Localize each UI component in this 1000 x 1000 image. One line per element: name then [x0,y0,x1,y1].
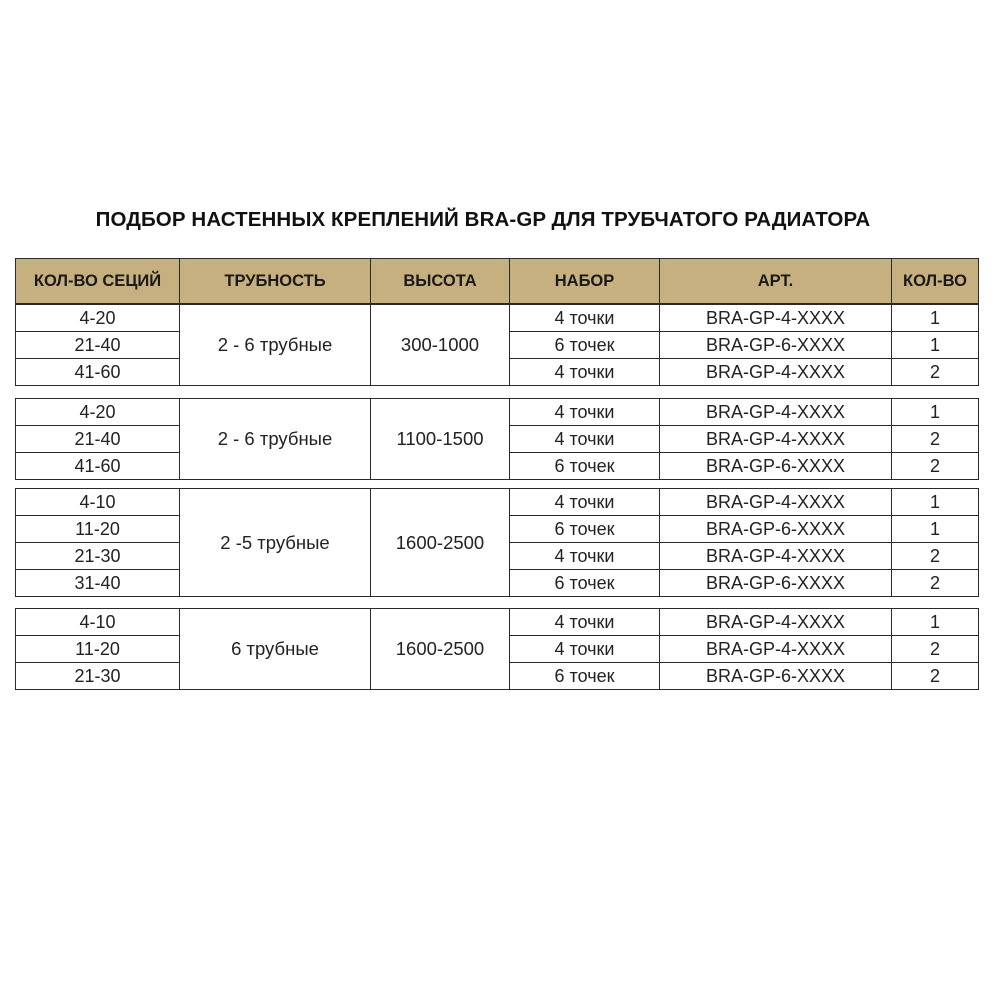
cell-set: 4 точки [510,489,660,516]
table-row [16,305,979,332]
cell-height: 1100-1500 [371,399,510,480]
cell-sections: 21-40 [16,426,180,453]
cell-sections: 11-20 [16,516,180,543]
page-title: ПОДБОР НАСТЕННЫХ КРЕПЛЕНИЙ BRA-GP ДЛЯ ТРУБЧАТОГО РАДИАТОРА [95,208,871,231]
cell-qty: 2 [892,359,979,386]
cell-tubes: 6 трубные [180,609,371,690]
cell-set: 6 точек [510,516,660,543]
cell-set: 4 точки [510,399,660,426]
cell-art: BRA-GP-6-XXXX [660,663,892,690]
table-row [16,399,979,426]
cell-height: 1600-2500 [371,609,510,690]
cell-sections: 4-10 [16,609,180,636]
header-art: АРТ. [660,259,892,304]
cell-sections: 41-60 [16,359,180,386]
cell-art: BRA-GP-4-XXXX [660,399,892,426]
cell-sections: 11-20 [16,636,180,663]
cell-sections: 21-40 [16,332,180,359]
cell-art: BRA-GP-4-XXXX [660,305,892,332]
cell-set: 6 точек [510,663,660,690]
cell-sections: 41-60 [16,453,180,480]
cell-art: BRA-GP-4-XXXX [660,543,892,570]
cell-set: 4 точки [510,305,660,332]
cell-set: 4 точки [510,636,660,663]
cell-height: 1600-2500 [371,489,510,597]
header-height: ВЫСОТА [371,259,510,304]
table-group-4 [15,608,979,690]
cell-art: BRA-GP-6-XXXX [660,453,892,480]
cell-sections: 21-30 [16,543,180,570]
cell-set: 4 точки [510,426,660,453]
cell-set: 4 точки [510,359,660,386]
header-qty: КОЛ-ВО [892,259,979,304]
cell-art: BRA-GP-4-XXXX [660,359,892,386]
cell-tubes: 2 - 6 трубные [180,399,371,480]
table-group-3 [15,488,979,597]
cell-art: BRA-GP-6-XXXX [660,516,892,543]
header-set: НАБОР [510,259,660,304]
cell-art: BRA-GP-4-XXXX [660,426,892,453]
cell-qty: 1 [892,609,979,636]
cell-sections: 21-30 [16,663,180,690]
cell-qty: 1 [892,516,979,543]
cell-qty: 1 [892,305,979,332]
table-group-2 [15,398,979,480]
header-tubes: ТРУБНОСТЬ [180,259,371,304]
cell-qty: 1 [892,332,979,359]
cell-qty: 1 [892,399,979,426]
cell-sections: 4-20 [16,305,180,332]
cell-set: 6 точек [510,453,660,480]
cell-set: 6 точек [510,332,660,359]
cell-set: 4 точки [510,543,660,570]
cell-set: 6 точек [510,570,660,597]
cell-sections: 31-40 [16,570,180,597]
cell-art: BRA-GP-4-XXXX [660,489,892,516]
cell-sections: 4-10 [16,489,180,516]
cell-tubes: 2 - 6 трубные [180,305,371,386]
table-row [16,609,979,636]
cell-art: BRA-GP-6-XXXX [660,332,892,359]
cell-art: BRA-GP-4-XXXX [660,609,892,636]
table-group-1 [15,304,979,386]
cell-tubes: 2 -5 трубные [180,489,371,597]
cell-qty: 2 [892,543,979,570]
header-sections: КОЛ-ВО СЕЦИЙ [16,259,180,304]
table-row [16,489,979,516]
table-header [15,258,979,304]
cell-qty: 2 [892,663,979,690]
cell-qty: 2 [892,453,979,480]
cell-qty: 1 [892,489,979,516]
cell-height: 300-1000 [371,305,510,386]
cell-set: 4 точки [510,609,660,636]
cell-qty: 2 [892,570,979,597]
cell-qty: 2 [892,636,979,663]
cell-qty: 2 [892,426,979,453]
cell-art: BRA-GP-6-XXXX [660,570,892,597]
cell-art: BRA-GP-4-XXXX [660,636,892,663]
cell-sections: 4-20 [16,399,180,426]
